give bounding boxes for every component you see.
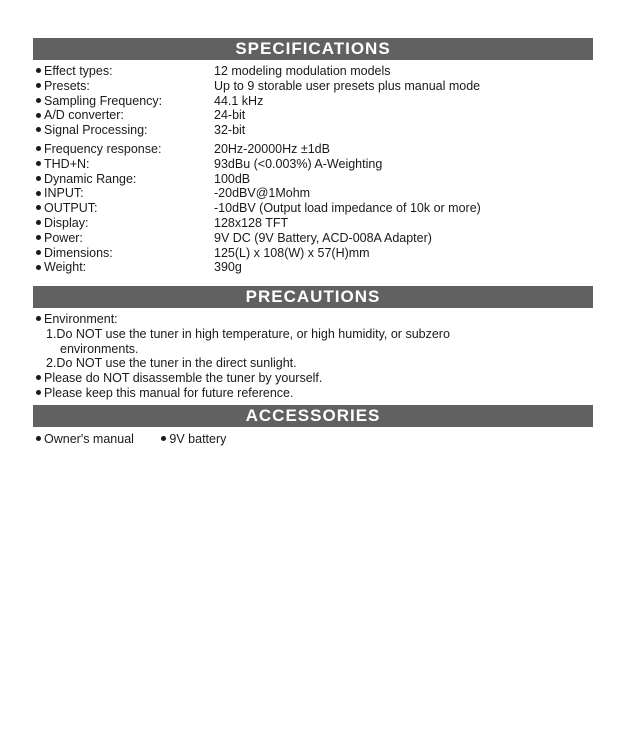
spec-label: A/D converter: [44,108,124,123]
spec-label: Power: [44,230,83,245]
bullet-icon [36,375,41,380]
bullet-icon [161,436,166,441]
bullet-icon [36,220,41,225]
precaution-keep-manual [36,386,596,401]
spec-label: Signal Processing: [44,123,148,138]
precaution-text: 1.Do NOT use the tuner in high temperature, or high humidity, or subzero [46,326,450,341]
spec-value: Up to 9 storable user presets plus manual mode [214,78,481,93]
spec-value: 125(L) x 108(W) x 57(H)mm [214,245,370,260]
spec-value: -10dBV (Output load impedance of 10k or more) [214,201,481,216]
bullet-icon [36,436,41,441]
precautions-heading: PRECAUTIONS [33,286,593,308]
spec-value: 93dBu (<0.003%) A-Weighting [214,156,383,171]
spec-label: Frequency response: [44,141,162,156]
bullet-icon [36,83,41,88]
bullet-icon [36,265,41,270]
bullet-icon [36,390,41,395]
spec-row-dynamic-range [36,172,596,187]
accessory-label: Owner's manual [44,432,134,446]
bullet-icon [36,205,41,210]
precautions-list [36,312,596,401]
spec-value: 32-bit [214,123,246,138]
spec-value: 390g [214,260,242,275]
accessory-label: 9V battery [169,432,227,446]
spec-row-sampling-frequency [36,94,596,109]
precaution-text: environments. [60,341,139,356]
accessory-owners-manual [36,432,134,446]
precaution-text: Please do NOT disassemble the tuner by yourself. [44,371,323,386]
precaution-environment [36,312,596,327]
spec-value: 44.1 kHz [214,93,264,108]
precaution-item-1-continued [36,342,596,357]
bullet-icon [36,146,41,151]
spec-row-power [36,231,596,246]
bullet-icon [36,250,41,255]
spec-value: 100dB [214,171,251,186]
spec-value: 128x128 TFT [214,215,289,230]
bullet-icon [36,161,41,166]
spec-label: Dynamic Range: [44,171,137,186]
spec-value: 12 modeling modulation models [214,64,391,78]
spec-row-frequency-response [36,142,596,157]
spec-label: OUTPUT: [44,201,98,216]
spec-row-effect-types [36,64,596,79]
spec-label: Presets: [44,78,90,93]
bullet-icon [36,127,41,132]
spec-row-ad-converter [36,108,596,123]
precaution-text: Environment: [44,312,118,326]
specifications-heading: SPECIFICATIONS [33,38,593,60]
bullet-icon [36,191,41,196]
spec-value: -20dBV@1Mohm [214,186,311,201]
precaution-item-2 [36,356,596,371]
bullet-icon [36,176,41,181]
spec-label: Weight: [44,260,87,275]
precaution-text: 2.Do NOT use the tuner in the direct sunlight. [46,356,297,371]
bullet-icon [36,235,41,240]
spec-label: Sampling Frequency: [44,93,163,108]
spec-row-dimensions [36,246,596,261]
bullet-icon [36,316,41,321]
specifications-list [36,64,596,275]
accessories-heading: ACCESSORIES [33,405,593,427]
accessories-list [36,432,250,446]
bullet-icon [36,68,41,73]
precaution-text: Please keep this manual for future reference. [44,385,294,400]
spec-value: 9V DC (9V Battery, ACD-008A Adapter) [214,230,432,245]
spec-label: Display: [44,215,89,230]
spec-row-weight [36,260,596,275]
accessory-9v-battery [161,432,226,446]
bullet-icon [36,98,41,103]
spec-row-presets [36,79,596,94]
spec-value: 24-bit [214,108,246,123]
spec-label: INPUT: [44,186,84,201]
precaution-item-1 [36,327,596,342]
spec-row-input [36,186,596,201]
spec-row-display [36,216,596,231]
bullet-icon [36,113,41,118]
spec-row-thd-n [36,157,596,172]
spec-label: Effect types: [44,64,113,78]
spec-row-output [36,201,596,216]
precaution-disassemble [36,371,596,386]
spec-value: 20Hz-20000Hz ±1dB [214,141,330,156]
spec-row-signal-processing [36,123,596,138]
spec-label: THD+N: [44,156,90,171]
spec-label: Dimensions: [44,245,113,260]
